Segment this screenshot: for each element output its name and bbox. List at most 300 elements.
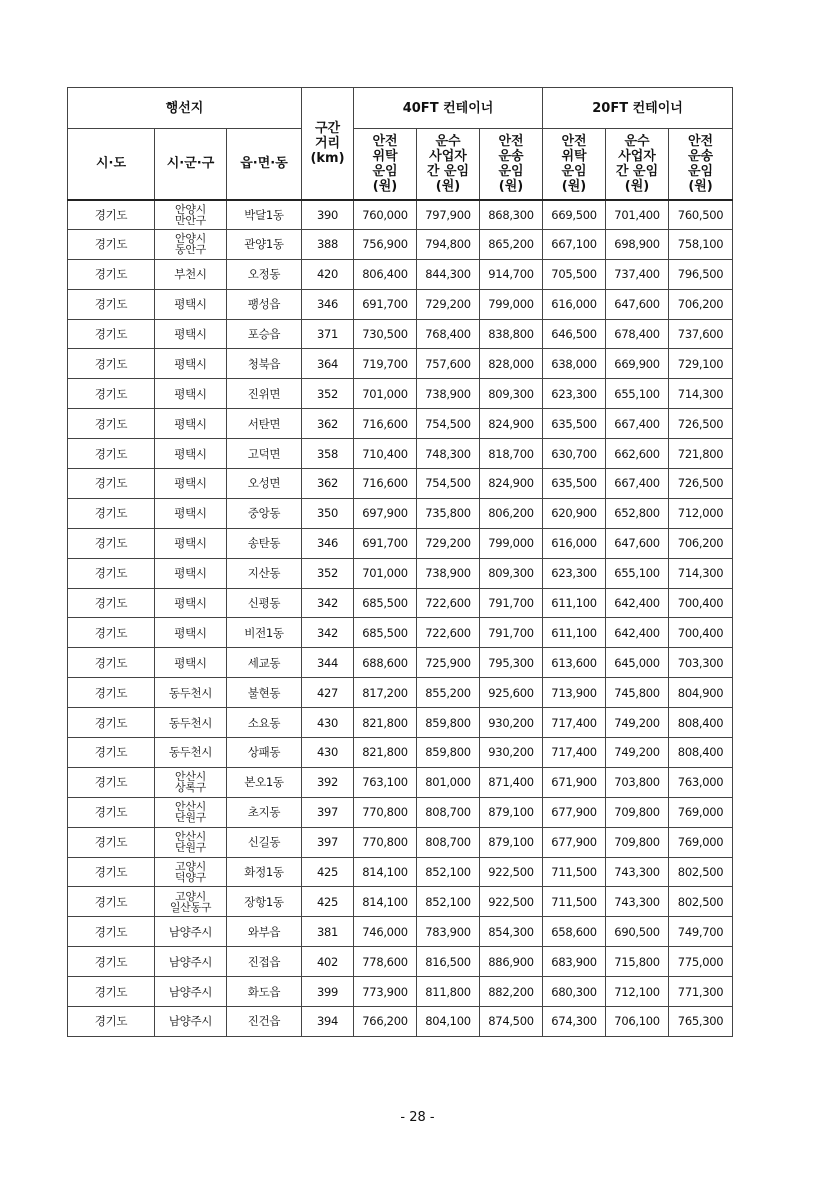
cell-sigungu: 남양주시 [155, 917, 227, 947]
cell-distance: 425 [302, 887, 354, 917]
cell-sido: 경기도 [68, 917, 155, 947]
cell-distance: 430 [302, 738, 354, 768]
cell-20ft-safe-transport: 760,500 [669, 200, 733, 230]
page-number: - 28 - [400, 1110, 435, 1125]
cell-20ft-safe-transport: 714,300 [669, 379, 733, 409]
cell-40ft-carrier: 844,300 [417, 259, 480, 289]
cell-20ft-safe-transport: 749,700 [669, 917, 733, 947]
cell-40ft-carrier: 729,200 [417, 289, 480, 319]
cell-20ft-carrier: 745,800 [606, 678, 669, 708]
cell-sido: 경기도 [68, 349, 155, 379]
table-row [68, 289, 733, 319]
cell-40ft-safe-consign: 701,000 [354, 558, 417, 588]
cell-40ft-carrier: 859,800 [417, 738, 480, 768]
cell-40ft-safe-transport: 886,900 [480, 947, 543, 977]
cell-sido: 경기도 [68, 528, 155, 558]
cell-40ft-safe-transport: 865,200 [480, 229, 543, 259]
cell-40ft-carrier: 738,900 [417, 379, 480, 409]
header-sido: 시·도 [68, 129, 155, 200]
cell-20ft-safe-transport: 703,300 [669, 648, 733, 678]
cell-sigungu: 동두천시 [155, 708, 227, 738]
header-eupmyeondong: 읍·면·동 [227, 129, 302, 200]
cell-20ft-safe-transport: 769,000 [669, 797, 733, 827]
cell-sido: 경기도 [68, 588, 155, 618]
table-row [68, 678, 733, 708]
cell-40ft-safe-transport: 922,500 [480, 857, 543, 887]
cell-sigungu: 안산시 단원구 [155, 797, 227, 827]
cell-20ft-safe-transport: 714,300 [669, 558, 733, 588]
cell-20ft-safe-consign: 623,300 [543, 379, 606, 409]
cell-sido: 경기도 [68, 558, 155, 588]
table-row [68, 1007, 733, 1037]
cell-sido: 경기도 [68, 409, 155, 439]
cell-eupmyeondong: 장항1동 [227, 887, 302, 917]
table-row [68, 379, 733, 409]
header-20ft-carrier: 운수 사업자 간 운임 (원) [606, 129, 669, 200]
cell-distance: 392 [302, 767, 354, 797]
cell-distance: 402 [302, 947, 354, 977]
cell-40ft-safe-consign: 691,700 [354, 528, 417, 558]
cell-eupmyeondong: 박달1동 [227, 200, 302, 230]
cell-sigungu: 남양주시 [155, 947, 227, 977]
header-20ft: 20FT 컨테이너 [543, 88, 733, 129]
cell-sido: 경기도 [68, 1007, 155, 1037]
cell-distance: 381 [302, 917, 354, 947]
cell-20ft-safe-consign: 711,500 [543, 857, 606, 887]
cell-20ft-carrier: 678,400 [606, 319, 669, 349]
cell-sigungu: 평택시 [155, 618, 227, 648]
cell-20ft-safe-transport: 721,800 [669, 439, 733, 469]
cell-eupmyeondong: 오정동 [227, 259, 302, 289]
table-row [68, 767, 733, 797]
cell-20ft-safe-consign: 646,500 [543, 319, 606, 349]
cell-20ft-safe-transport: 765,300 [669, 1007, 733, 1037]
cell-40ft-safe-transport: 930,200 [480, 738, 543, 768]
rate-table-body [68, 200, 733, 1037]
table-row [68, 349, 733, 379]
table-row [68, 558, 733, 588]
cell-40ft-safe-transport: 930,200 [480, 708, 543, 738]
cell-sido: 경기도 [68, 708, 155, 738]
header-distance: 구간 거리 (km) [302, 88, 354, 200]
cell-40ft-safe-transport: 791,700 [480, 618, 543, 648]
cell-20ft-safe-transport: 737,600 [669, 319, 733, 349]
table-row [68, 708, 733, 738]
cell-40ft-carrier: 797,900 [417, 200, 480, 230]
cell-40ft-carrier: 816,500 [417, 947, 480, 977]
cell-20ft-safe-transport: 769,000 [669, 827, 733, 857]
cell-sigungu: 평택시 [155, 648, 227, 678]
cell-sido: 경기도 [68, 289, 155, 319]
cell-40ft-safe-consign: 685,500 [354, 618, 417, 648]
cell-20ft-carrier: 701,400 [606, 200, 669, 230]
table-row [68, 588, 733, 618]
cell-20ft-safe-transport: 802,500 [669, 887, 733, 917]
cell-20ft-safe-transport: 700,400 [669, 588, 733, 618]
cell-40ft-safe-transport: 791,700 [480, 588, 543, 618]
cell-distance: 352 [302, 558, 354, 588]
cell-40ft-safe-transport: 925,600 [480, 678, 543, 708]
cell-40ft-safe-consign: 763,100 [354, 767, 417, 797]
cell-20ft-carrier: 642,400 [606, 618, 669, 648]
cell-40ft-carrier: 855,200 [417, 678, 480, 708]
cell-20ft-safe-consign: 611,100 [543, 618, 606, 648]
header-40ft-carrier: 운수 사업자 간 운임 (원) [417, 129, 480, 200]
table-row [68, 738, 733, 768]
cell-40ft-safe-consign: 685,500 [354, 588, 417, 618]
cell-sigungu: 안양시 만안구 [155, 200, 227, 230]
cell-sido: 경기도 [68, 229, 155, 259]
cell-distance: 388 [302, 229, 354, 259]
table-row [68, 947, 733, 977]
table-row [68, 797, 733, 827]
cell-20ft-carrier: 743,300 [606, 857, 669, 887]
cell-distance: 346 [302, 289, 354, 319]
cell-distance: 371 [302, 319, 354, 349]
cell-40ft-safe-consign: 817,200 [354, 678, 417, 708]
cell-40ft-carrier: 859,800 [417, 708, 480, 738]
table-row [68, 528, 733, 558]
cell-20ft-carrier: 703,800 [606, 767, 669, 797]
table-row [68, 259, 733, 289]
cell-distance: 399 [302, 977, 354, 1007]
cell-20ft-safe-transport: 712,000 [669, 498, 733, 528]
header-destination: 행선지 [68, 88, 302, 129]
cell-40ft-safe-transport: 882,200 [480, 977, 543, 1007]
cell-20ft-carrier: 749,200 [606, 708, 669, 738]
cell-40ft-safe-transport: 799,000 [480, 289, 543, 319]
cell-40ft-safe-consign: 719,700 [354, 349, 417, 379]
cell-eupmyeondong: 송탄동 [227, 528, 302, 558]
cell-40ft-safe-consign: 691,700 [354, 289, 417, 319]
cell-20ft-carrier: 698,900 [606, 229, 669, 259]
cell-20ft-carrier: 667,400 [606, 409, 669, 439]
cell-40ft-safe-consign: 710,400 [354, 439, 417, 469]
cell-eupmyeondong: 비전1동 [227, 618, 302, 648]
cell-sigungu: 평택시 [155, 469, 227, 499]
cell-distance: 390 [302, 200, 354, 230]
cell-40ft-safe-transport: 799,000 [480, 528, 543, 558]
cell-sigungu: 평택시 [155, 588, 227, 618]
cell-distance: 358 [302, 439, 354, 469]
table-row [68, 319, 733, 349]
cell-eupmyeondong: 소요동 [227, 708, 302, 738]
cell-40ft-safe-transport: 874,500 [480, 1007, 543, 1037]
cell-40ft-safe-transport: 879,100 [480, 827, 543, 857]
cell-40ft-carrier: 754,500 [417, 409, 480, 439]
cell-20ft-carrier: 642,400 [606, 588, 669, 618]
cell-20ft-carrier: 669,900 [606, 349, 669, 379]
cell-distance: 420 [302, 259, 354, 289]
cell-eupmyeondong: 세교동 [227, 648, 302, 678]
cell-40ft-safe-transport: 809,300 [480, 558, 543, 588]
cell-40ft-safe-consign: 821,800 [354, 708, 417, 738]
cell-40ft-carrier: 783,900 [417, 917, 480, 947]
cell-40ft-safe-consign: 821,800 [354, 738, 417, 768]
cell-sido: 경기도 [68, 767, 155, 797]
cell-sigungu: 평택시 [155, 349, 227, 379]
cell-20ft-safe-consign: 616,000 [543, 528, 606, 558]
table-row [68, 469, 733, 499]
cell-20ft-safe-consign: 711,500 [543, 887, 606, 917]
cell-20ft-carrier: 706,100 [606, 1007, 669, 1037]
cell-sigungu: 남양주시 [155, 977, 227, 1007]
cell-40ft-safe-consign: 688,600 [354, 648, 417, 678]
cell-sido: 경기도 [68, 977, 155, 1007]
cell-20ft-carrier: 715,800 [606, 947, 669, 977]
cell-eupmyeondong: 청북읍 [227, 349, 302, 379]
cell-20ft-carrier: 655,100 [606, 558, 669, 588]
cell-sigungu: 안산시 단원구 [155, 827, 227, 857]
cell-20ft-carrier: 655,100 [606, 379, 669, 409]
cell-20ft-safe-transport: 808,400 [669, 708, 733, 738]
cell-20ft-safe-consign: 638,000 [543, 349, 606, 379]
cell-20ft-carrier: 647,600 [606, 289, 669, 319]
cell-eupmyeondong: 오성면 [227, 469, 302, 499]
cell-40ft-carrier: 757,600 [417, 349, 480, 379]
cell-sigungu: 안산시 상록구 [155, 767, 227, 797]
cell-sigungu: 고양시 덕양구 [155, 857, 227, 887]
cell-40ft-carrier: 729,200 [417, 528, 480, 558]
cell-sigungu: 평택시 [155, 498, 227, 528]
cell-20ft-carrier: 652,800 [606, 498, 669, 528]
header-sigungu: 시·군·구 [155, 129, 227, 200]
cell-20ft-safe-consign: 683,900 [543, 947, 606, 977]
cell-sido: 경기도 [68, 797, 155, 827]
cell-40ft-safe-consign: 697,900 [354, 498, 417, 528]
cell-40ft-safe-transport: 828,000 [480, 349, 543, 379]
table-row [68, 498, 733, 528]
cell-40ft-carrier: 754,500 [417, 469, 480, 499]
cell-eupmyeondong: 초지동 [227, 797, 302, 827]
cell-20ft-safe-consign: 705,500 [543, 259, 606, 289]
cell-eupmyeondong: 포승읍 [227, 319, 302, 349]
cell-20ft-safe-consign: 669,500 [543, 200, 606, 230]
table-row [68, 917, 733, 947]
cell-eupmyeondong: 중앙동 [227, 498, 302, 528]
table-row [68, 200, 733, 230]
cell-20ft-carrier: 667,400 [606, 469, 669, 499]
cell-20ft-safe-transport: 796,500 [669, 259, 733, 289]
cell-sigungu: 고양시 일산동구 [155, 887, 227, 917]
cell-sido: 경기도 [68, 678, 155, 708]
cell-distance: 342 [302, 588, 354, 618]
cell-20ft-safe-transport: 726,500 [669, 469, 733, 499]
cell-eupmyeondong: 본오1동 [227, 767, 302, 797]
cell-20ft-safe-consign: 713,900 [543, 678, 606, 708]
cell-40ft-safe-transport: 818,700 [480, 439, 543, 469]
cell-40ft-carrier: 852,100 [417, 887, 480, 917]
cell-40ft-carrier: 808,700 [417, 827, 480, 857]
cell-eupmyeondong: 고덕면 [227, 439, 302, 469]
cell-20ft-carrier: 749,200 [606, 738, 669, 768]
cell-40ft-safe-transport: 922,500 [480, 887, 543, 917]
cell-40ft-safe-consign: 756,900 [354, 229, 417, 259]
cell-eupmyeondong: 상패동 [227, 738, 302, 768]
cell-sigungu: 부천시 [155, 259, 227, 289]
cell-distance: 394 [302, 1007, 354, 1037]
cell-20ft-safe-transport: 763,000 [669, 767, 733, 797]
header-40ft-safe-transport: 안전 운송 운임 (원) [480, 129, 543, 200]
cell-sigungu: 동두천시 [155, 678, 227, 708]
cell-distance: 425 [302, 857, 354, 887]
cell-eupmyeondong: 신평동 [227, 588, 302, 618]
cell-20ft-safe-consign: 674,300 [543, 1007, 606, 1037]
cell-20ft-safe-transport: 758,100 [669, 229, 733, 259]
cell-20ft-safe-consign: 680,300 [543, 977, 606, 1007]
cell-40ft-safe-transport: 809,300 [480, 379, 543, 409]
cell-eupmyeondong: 불현동 [227, 678, 302, 708]
cell-distance: 397 [302, 827, 354, 857]
table-row [68, 977, 733, 1007]
cell-distance: 350 [302, 498, 354, 528]
cell-40ft-carrier: 808,700 [417, 797, 480, 827]
cell-sigungu: 평택시 [155, 558, 227, 588]
cell-40ft-safe-transport: 824,900 [480, 469, 543, 499]
cell-20ft-safe-consign: 630,700 [543, 439, 606, 469]
cell-40ft-safe-transport: 854,300 [480, 917, 543, 947]
cell-sido: 경기도 [68, 319, 155, 349]
cell-40ft-carrier: 725,900 [417, 648, 480, 678]
cell-sido: 경기도 [68, 648, 155, 678]
cell-20ft-safe-transport: 775,000 [669, 947, 733, 977]
cell-sigungu: 남양주시 [155, 1007, 227, 1037]
cell-eupmyeondong: 화도읍 [227, 977, 302, 1007]
cell-20ft-safe-consign: 717,400 [543, 708, 606, 738]
cell-20ft-safe-transport: 726,500 [669, 409, 733, 439]
cell-40ft-carrier: 722,600 [417, 588, 480, 618]
cell-distance: 427 [302, 678, 354, 708]
cell-40ft-safe-consign: 814,100 [354, 887, 417, 917]
cell-eupmyeondong: 화정1동 [227, 857, 302, 887]
cell-40ft-safe-consign: 746,000 [354, 917, 417, 947]
header-20ft-safe-transport: 안전 운송 운임 (원) [669, 129, 733, 200]
cell-distance: 362 [302, 409, 354, 439]
cell-sido: 경기도 [68, 200, 155, 230]
cell-eupmyeondong: 진위면 [227, 379, 302, 409]
cell-20ft-safe-consign: 613,600 [543, 648, 606, 678]
cell-distance: 342 [302, 618, 354, 648]
cell-eupmyeondong: 와부읍 [227, 917, 302, 947]
cell-20ft-safe-consign: 677,900 [543, 827, 606, 857]
cell-40ft-safe-consign: 770,800 [354, 827, 417, 857]
cell-40ft-safe-consign: 773,900 [354, 977, 417, 1007]
header-20ft-safe-consign: 안전 위탁 운임 (원) [543, 129, 606, 200]
cell-sigungu: 평택시 [155, 379, 227, 409]
cell-distance: 352 [302, 379, 354, 409]
cell-sido: 경기도 [68, 947, 155, 977]
cell-40ft-carrier: 735,800 [417, 498, 480, 528]
cell-20ft-carrier: 709,800 [606, 797, 669, 827]
cell-sido: 경기도 [68, 618, 155, 648]
table-row [68, 857, 733, 887]
cell-eupmyeondong: 지산동 [227, 558, 302, 588]
cell-40ft-safe-transport: 795,300 [480, 648, 543, 678]
table-row [68, 887, 733, 917]
cell-40ft-safe-transport: 868,300 [480, 200, 543, 230]
cell-distance: 346 [302, 528, 354, 558]
cell-distance: 430 [302, 708, 354, 738]
cell-20ft-safe-consign: 658,600 [543, 917, 606, 947]
cell-20ft-carrier: 647,600 [606, 528, 669, 558]
cell-sigungu: 안양시 동안구 [155, 229, 227, 259]
cell-40ft-safe-consign: 730,500 [354, 319, 417, 349]
table-row [68, 827, 733, 857]
rate-table [67, 87, 733, 1037]
cell-40ft-safe-transport: 838,800 [480, 319, 543, 349]
cell-40ft-safe-consign: 778,600 [354, 947, 417, 977]
cell-40ft-safe-transport: 914,700 [480, 259, 543, 289]
cell-40ft-carrier: 748,300 [417, 439, 480, 469]
cell-sido: 경기도 [68, 498, 155, 528]
cell-40ft-carrier: 738,900 [417, 558, 480, 588]
cell-40ft-safe-transport: 806,200 [480, 498, 543, 528]
cell-40ft-carrier: 768,400 [417, 319, 480, 349]
cell-20ft-carrier: 690,500 [606, 917, 669, 947]
table-row [68, 229, 733, 259]
cell-20ft-safe-consign: 611,100 [543, 588, 606, 618]
cell-40ft-carrier: 722,600 [417, 618, 480, 648]
cell-sigungu: 평택시 [155, 528, 227, 558]
cell-distance: 362 [302, 469, 354, 499]
cell-40ft-safe-transport: 879,100 [480, 797, 543, 827]
cell-sido: 경기도 [68, 379, 155, 409]
cell-eupmyeondong: 팽성읍 [227, 289, 302, 319]
cell-20ft-safe-transport: 706,200 [669, 528, 733, 558]
cell-distance: 344 [302, 648, 354, 678]
cell-sido: 경기도 [68, 259, 155, 289]
cell-sido: 경기도 [68, 439, 155, 469]
cell-40ft-safe-consign: 766,200 [354, 1007, 417, 1037]
cell-sigungu: 평택시 [155, 439, 227, 469]
cell-distance: 364 [302, 349, 354, 379]
cell-sigungu: 동두천시 [155, 738, 227, 768]
cell-20ft-safe-transport: 706,200 [669, 289, 733, 319]
cell-20ft-safe-consign: 667,100 [543, 229, 606, 259]
cell-sido: 경기도 [68, 469, 155, 499]
cell-distance: 397 [302, 797, 354, 827]
cell-20ft-safe-consign: 635,500 [543, 469, 606, 499]
cell-20ft-carrier: 662,600 [606, 439, 669, 469]
cell-20ft-carrier: 712,100 [606, 977, 669, 1007]
cell-eupmyeondong: 진접읍 [227, 947, 302, 977]
cell-20ft-safe-transport: 729,100 [669, 349, 733, 379]
cell-40ft-carrier: 794,800 [417, 229, 480, 259]
cell-20ft-safe-transport: 808,400 [669, 738, 733, 768]
cell-sido: 경기도 [68, 738, 155, 768]
cell-20ft-carrier: 743,300 [606, 887, 669, 917]
cell-20ft-safe-consign: 616,000 [543, 289, 606, 319]
cell-40ft-safe-consign: 806,400 [354, 259, 417, 289]
cell-20ft-safe-transport: 700,400 [669, 618, 733, 648]
cell-eupmyeondong: 신길동 [227, 827, 302, 857]
cell-20ft-safe-transport: 804,900 [669, 678, 733, 708]
table-row [68, 439, 733, 469]
cell-sido: 경기도 [68, 827, 155, 857]
cell-40ft-safe-consign: 814,100 [354, 857, 417, 887]
cell-40ft-safe-consign: 701,000 [354, 379, 417, 409]
cell-20ft-safe-consign: 671,900 [543, 767, 606, 797]
table-row [68, 409, 733, 439]
cell-eupmyeondong: 진건읍 [227, 1007, 302, 1037]
cell-40ft-carrier: 804,100 [417, 1007, 480, 1037]
table-row [68, 618, 733, 648]
cell-sigungu: 평택시 [155, 409, 227, 439]
cell-40ft-carrier: 852,100 [417, 857, 480, 887]
cell-20ft-carrier: 645,000 [606, 648, 669, 678]
header-40ft: 40FT 컨테이너 [354, 88, 543, 129]
cell-sido: 경기도 [68, 887, 155, 917]
